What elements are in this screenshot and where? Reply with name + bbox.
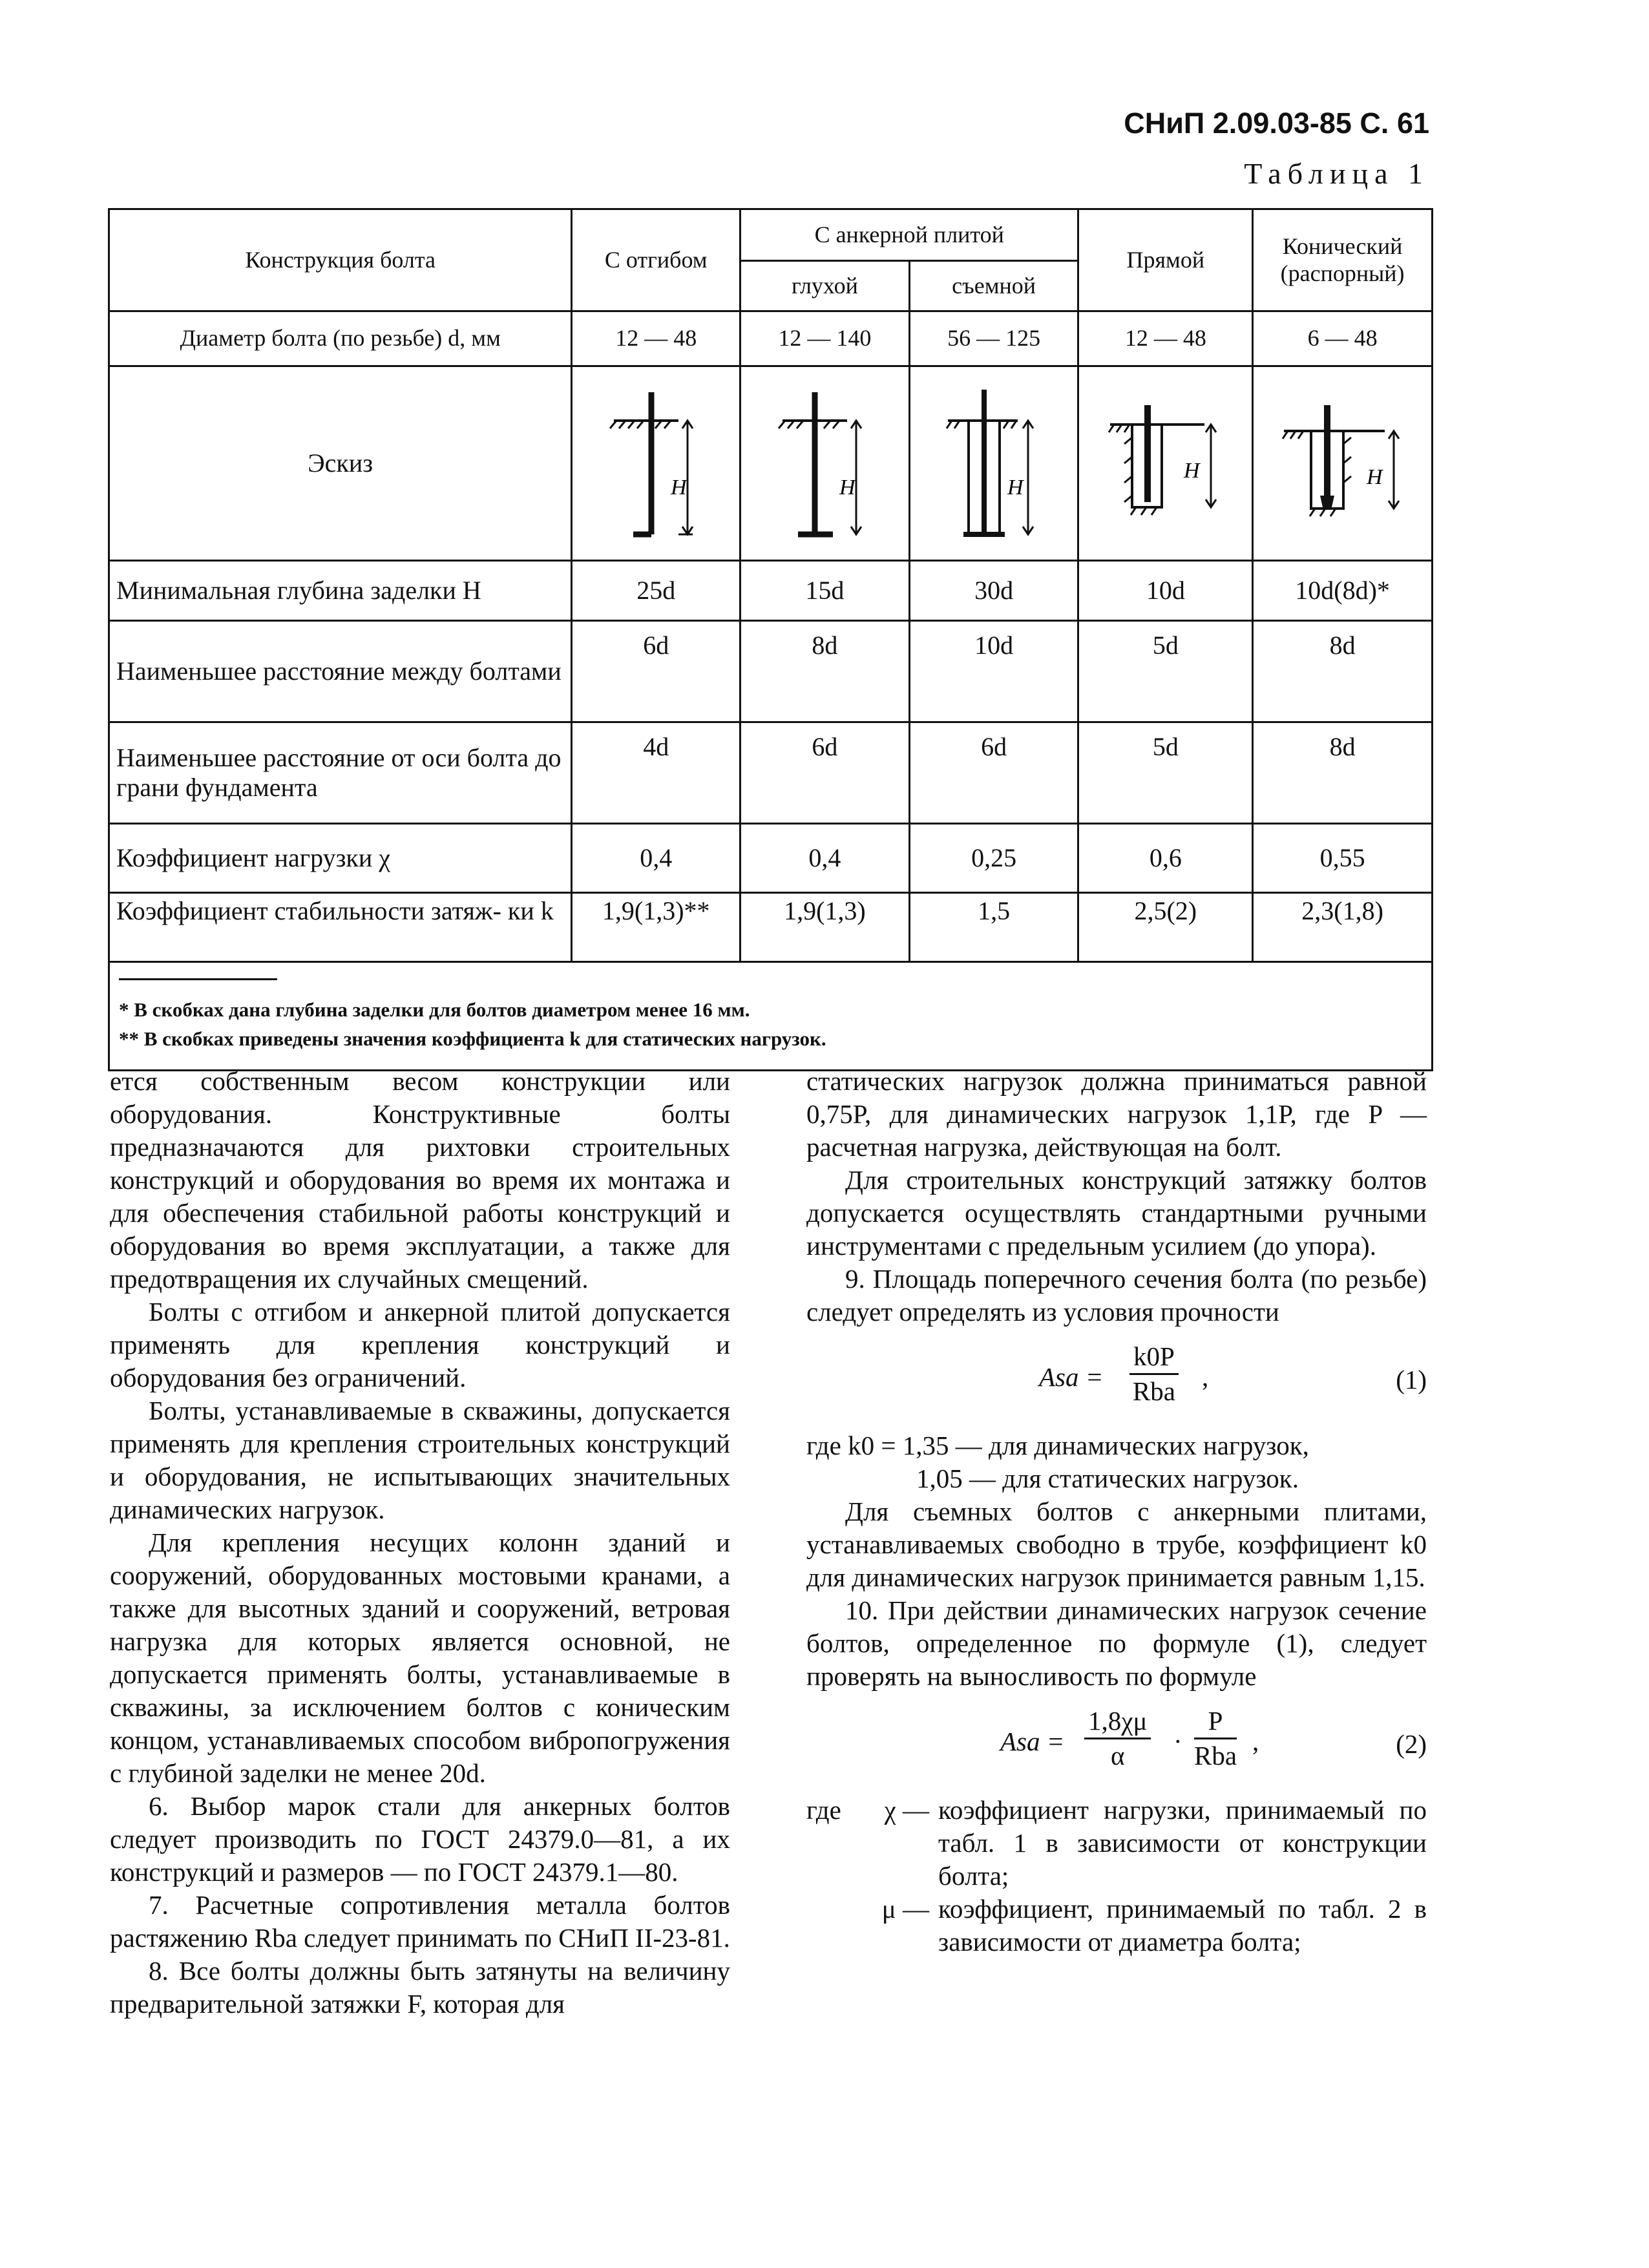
formula-2-dot: · bbox=[1173, 1727, 1182, 1756]
paragraph: Для съемных болтов с анкерными плитами, устанавливаемых свободно в трубе, коэффициент k0 для динамических нагрузок принимается равным 1,15. bbox=[806, 1496, 1427, 1592]
cell-min-depth: 10d bbox=[1078, 561, 1253, 621]
conical-bolt-sketch-icon bbox=[1281, 379, 1404, 547]
paragraph: 8. Все болты должны быть затянуты на величину предварительной затяжки F, которая для bbox=[110, 1956, 730, 2019]
cell-min-between: 8d bbox=[740, 621, 910, 722]
paragraph: 7. Расчетные сопротивления металла болтов растяжению Rba следует принимать по СНиП II-23-81. bbox=[110, 1890, 730, 1953]
table-caption: Таблица 1 bbox=[1244, 157, 1429, 190]
cell-diameter: 56 — 125 bbox=[909, 311, 1078, 366]
cell-load-coef: 0,6 bbox=[1078, 824, 1253, 893]
row-label-min-depth: Минимальная глубина заделки H bbox=[109, 561, 572, 621]
paragraph: ется собственным весом конструкции или оборудования. Конструктивные болты предназначаются для рихтовки строительных конструкций и оборудования во время их монтажа и для обеспечения стабильной работы конструкций и оборудования во время эксплуатации, а также для предотвращения их случайных смещений. bbox=[110, 1066, 730, 1294]
header-construction: Конструкция болта bbox=[109, 209, 572, 311]
sketch-removable-plate-bolt bbox=[909, 366, 1078, 561]
table-note-1: * В скобках дана глубина заделки для болтов диаметром менее 16 мм. bbox=[119, 998, 750, 1021]
paragraph: Болты с отгибом и анкерной плитой допускается применять для крепления конструкций и оборудования без ограничений. bbox=[110, 1297, 730, 1392]
row-label-load-coef: Коэффициент нагрузки χ bbox=[109, 824, 572, 893]
row-label-min-between: Наименьшее расстояние между болтами bbox=[109, 621, 572, 722]
where-mu bbox=[806, 1893, 1427, 1958]
formula-2-numerator-1: 1,8χμ bbox=[1084, 1705, 1151, 1739]
cell-stab-coef: 1,5 bbox=[909, 893, 1078, 962]
cell-min-depth: 25d bbox=[572, 561, 740, 621]
cell-min-edge: 6d bbox=[740, 722, 910, 824]
svg-text:H: H bbox=[839, 476, 856, 499]
where-label: где bbox=[806, 1795, 841, 1825]
right-text-column bbox=[806, 1065, 1427, 1958]
formula-2-fraction-1 bbox=[1084, 1705, 1151, 1772]
formula-2-denominator-2: Rba bbox=[1194, 1741, 1237, 1770]
cell-stab-coef: 2,5(2) bbox=[1078, 893, 1253, 962]
blind-plate-bolt-sketch-icon bbox=[776, 379, 873, 547]
formula-1-fraction bbox=[1129, 1340, 1179, 1408]
formula-1-numerator: k0P bbox=[1129, 1340, 1179, 1375]
svg-text:H: H bbox=[671, 476, 687, 499]
formula-2-denominator-1: α bbox=[1110, 1741, 1125, 1770]
formula-1-number: (1) bbox=[1396, 1365, 1427, 1394]
svg-text:H: H bbox=[1366, 465, 1383, 489]
cell-min-edge: 4d bbox=[572, 722, 740, 824]
formula-1-where-b: 1,05 — для статических нагрузок. bbox=[916, 1464, 1299, 1493]
cell-diameter: 12 — 48 bbox=[572, 311, 740, 366]
cell-min-edge: 8d bbox=[1253, 722, 1433, 824]
where-mu-text: коэффициент, принимаемый по табл. 2 в зависимости от диаметра болта; bbox=[938, 1894, 1427, 1957]
cell-load-coef: 0,4 bbox=[740, 824, 910, 893]
header-anchor-plate: С анкерной плитой bbox=[740, 209, 1078, 261]
table-note-2: ** В скобках приведены значения коэффициента k для статических нагрузок. bbox=[119, 1027, 826, 1050]
sketch-straight-bolt bbox=[1078, 366, 1253, 561]
where-mu-symbol: μ — bbox=[881, 1894, 929, 1924]
formula-2-lhs: Asa = bbox=[1000, 1727, 1065, 1756]
where-chi-symbol: χ — bbox=[884, 1795, 929, 1825]
svg-text:H: H bbox=[1183, 459, 1200, 483]
cell-min-depth: 10d(8d)* bbox=[1253, 561, 1433, 621]
formula-2 bbox=[806, 1705, 1427, 1781]
formula-1-comma: , bbox=[1202, 1362, 1209, 1392]
left-text-column bbox=[110, 1065, 730, 2021]
header-removable: съемной bbox=[909, 261, 1078, 311]
where-chi-text: коэффициент нагрузки, принимаемый по табл. 1 в зависимости от конструкции болта; bbox=[938, 1795, 1427, 1891]
paragraph: 6. Выбор марок стали для анкерных болтов следует производить по ГОСТ 24379.0—81, а их конструкций и размеров — по ГОСТ 24379.1—80. bbox=[110, 1791, 730, 1887]
cell-min-between: 6d bbox=[572, 621, 740, 722]
paragraph: Для крепления несущих колонн зданий и сооружений, оборудованных мостовыми кранами, а также для высотных зданий и сооружений, ветровая нагрузка для которых является основной, не допускается применять болты, устанавливаемые в скважины, за исключением болтов с коническим концом, устанавливаемых способом вибропогружения с глубиной заделки не менее 20d. bbox=[110, 1528, 730, 1788]
running-header: СНиП 2.09.03-85 С. 61 bbox=[1124, 107, 1429, 140]
header-conical: Конический (распорный) bbox=[1253, 209, 1433, 311]
removable-plate-bolt-sketch-icon bbox=[945, 379, 1042, 547]
svg-text:H: H bbox=[1007, 476, 1024, 499]
header-straight: Прямой bbox=[1078, 209, 1253, 311]
formula-2-number: (2) bbox=[1396, 1729, 1427, 1759]
cell-load-coef: 0,4 bbox=[572, 824, 740, 893]
sketch-conical-bolt bbox=[1253, 366, 1433, 561]
row-label-diameter: Диаметр болта (по резьбе) d, мм bbox=[109, 311, 572, 366]
formula-1-denominator: Rba bbox=[1132, 1376, 1175, 1406]
row-label-stab-coef: Коэффициент стабильности затяж- ки k bbox=[109, 893, 572, 962]
straight-bolt-sketch-icon bbox=[1108, 379, 1224, 547]
cell-load-coef: 0,25 bbox=[909, 824, 1078, 893]
cell-diameter: 12 — 48 bbox=[1078, 311, 1253, 366]
paragraph: статических нагрузок должна приниматься равной 0,75P, для динамических нагрузок 1,1P, где P — расчетная нагрузка, действующая на болт. bbox=[806, 1066, 1427, 1162]
cell-min-edge: 6d bbox=[909, 722, 1078, 824]
cell-min-edge: 5d bbox=[1078, 722, 1253, 824]
formula-2-fraction-2 bbox=[1194, 1705, 1237, 1772]
cell-min-depth: 30d bbox=[909, 561, 1078, 621]
formula-1-where-a: где k0 = 1,35 — для динамических нагрузок, bbox=[806, 1431, 1309, 1460]
cell-min-between: 8d bbox=[1253, 621, 1433, 722]
cell-stab-coef: 1,9(1,3) bbox=[740, 893, 910, 962]
bolt-spec-table bbox=[108, 208, 1433, 1071]
paragraph: Для строительных конструкций затяжку болтов допускается осуществлять стандартными ручными инструментами с предельным усилием (до упора). bbox=[806, 1165, 1427, 1261]
cell-stab-coef: 2,3(1,8) bbox=[1253, 893, 1433, 962]
paragraph: Болты, устанавливаемые в скважины, допускается применять для крепления строительных конструкций и оборудования, не испытывающих значительных динамических нагрузок. bbox=[110, 1396, 730, 1524]
cell-stab-coef: 1,9(1,3)** bbox=[572, 893, 740, 962]
row-label-sketch: Эскиз bbox=[109, 366, 572, 561]
sketch-bent-bolt bbox=[572, 366, 740, 561]
table-notes bbox=[109, 962, 1433, 1071]
bent-bolt-sketch-icon bbox=[607, 379, 704, 547]
formula-1-lhs: Asa = bbox=[1039, 1362, 1104, 1392]
sketch-blind-plate-bolt bbox=[740, 366, 910, 561]
cell-min-between: 5d bbox=[1078, 621, 1253, 722]
formula-2-numerator-2: P bbox=[1194, 1705, 1237, 1739]
cell-load-coef: 0,55 bbox=[1253, 824, 1433, 893]
cell-min-between: 10d bbox=[909, 621, 1078, 722]
paragraph: 9. Площадь поперечного сечения болта (по резьбе) следует определять из условия прочности bbox=[806, 1264, 1427, 1327]
formula-1 bbox=[806, 1340, 1427, 1416]
formula-2-comma: , bbox=[1252, 1727, 1259, 1756]
paragraph: 10. При действии динамических нагрузок сечение болтов, определенное по формуле (1), следует проверять на выносливость по формуле bbox=[806, 1595, 1427, 1691]
notes-divider bbox=[119, 978, 277, 980]
row-label-min-edge: Наименьшее расстояние от оси болта до грани фундамента bbox=[109, 722, 572, 824]
header-blind: глухой bbox=[740, 261, 910, 311]
cell-diameter: 6 — 48 bbox=[1253, 311, 1433, 366]
cell-diameter: 12 — 140 bbox=[740, 311, 910, 366]
header-bent: С отгибом bbox=[572, 209, 740, 311]
where-chi bbox=[806, 1794, 1427, 1893]
cell-min-depth: 15d bbox=[740, 561, 910, 621]
